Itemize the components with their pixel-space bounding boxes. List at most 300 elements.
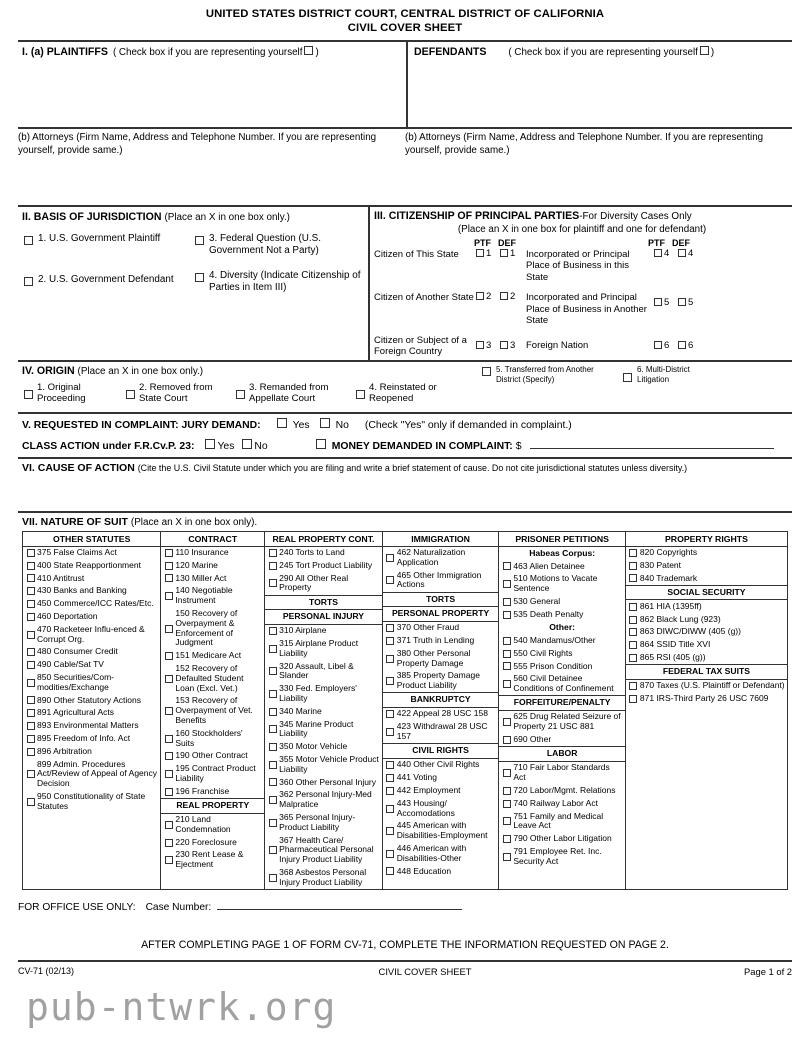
citizenship-def-checkbox-1[interactable] (500, 249, 508, 257)
nos-item-label: 365 Personal Injury-Product Liability (279, 811, 356, 832)
nos-item-checkbox[interactable] (165, 675, 173, 683)
nos-item[interactable] (265, 625, 382, 638)
nos-item-checkbox[interactable] (386, 710, 394, 718)
nos-item[interactable] (161, 727, 264, 750)
nos-item[interactable] (161, 763, 264, 786)
nos-item-checkbox[interactable] (269, 645, 277, 653)
origin-checkbox-2[interactable] (126, 390, 135, 399)
origin-option-2[interactable] (124, 382, 224, 405)
nos-item-checkbox[interactable] (269, 778, 277, 786)
nos-column (265, 532, 383, 890)
money-demanded-input[interactable] (530, 438, 774, 449)
nos-item[interactable] (499, 810, 625, 833)
citizenship-def-checkbox-3[interactable] (500, 341, 508, 349)
citizenship-right-label-2: Incorporated and Principal Place of Business in Another State (526, 292, 647, 326)
nos-item[interactable] (383, 820, 499, 843)
nos-item[interactable] (383, 647, 499, 670)
origin-title: IV. ORIGIN (22, 364, 75, 377)
plaintiff-attorneys-cell (18, 129, 405, 205)
nos-item[interactable] (499, 595, 625, 608)
nos-item[interactable] (383, 569, 499, 592)
nos-item-checkbox[interactable] (503, 787, 511, 795)
nos-item[interactable] (23, 758, 160, 790)
nos-item-label: 460 Deportation (37, 610, 98, 621)
nos-item-label: 896 Arbitration (37, 745, 92, 756)
nos-column (499, 532, 626, 890)
nos-item-label: 890 Other Statutory Actions (37, 694, 141, 705)
origin-option-3[interactable] (234, 382, 344, 405)
nos-item-checkbox[interactable] (386, 805, 394, 813)
nos-item-checkbox[interactable] (269, 743, 277, 751)
nos-item-checkbox[interactable] (27, 770, 35, 778)
nos-item-checkbox[interactable] (503, 718, 511, 726)
nos-item-label: 367 Health Care/ Pharmaceutical Personal Injury Product Liability (279, 834, 374, 865)
nos-item-checkbox[interactable] (386, 554, 394, 562)
nos-item-checkbox[interactable] (165, 707, 173, 715)
nos-item[interactable] (265, 753, 382, 776)
nos-item-checkbox[interactable] (27, 613, 35, 621)
nos-item-checkbox[interactable] (503, 580, 511, 588)
nos-item-checkbox[interactable] (165, 856, 173, 864)
jurisdiction-option-3[interactable] (193, 233, 364, 257)
nos-item-label: 430 Banks and Banking (37, 585, 127, 596)
nos-item[interactable] (161, 607, 264, 649)
nos-item-checkbox[interactable] (503, 835, 511, 843)
citizenship-def-num-3: 3 (510, 339, 516, 351)
origin-option-1[interactable] (22, 382, 114, 405)
class-action-no-label: No (254, 440, 268, 452)
nos-item[interactable] (499, 734, 625, 747)
nos-item[interactable] (499, 673, 625, 696)
nos-item-checkbox[interactable] (269, 549, 277, 557)
nos-item[interactable] (499, 647, 625, 660)
plaintiffs-input-area[interactable] (22, 59, 402, 127)
nos-item-checkbox[interactable] (165, 625, 173, 633)
jury-yes-label: Yes (292, 419, 310, 431)
nos-item-checkbox[interactable] (27, 661, 35, 669)
origin-checkbox-4[interactable] (356, 390, 365, 399)
nos-item[interactable] (23, 659, 160, 672)
nos-item[interactable] (23, 671, 160, 694)
nos-item[interactable] (161, 750, 264, 763)
nos-item-label: 423 Withdrawal 28 USC 157 (396, 721, 488, 742)
nos-column-header: PROPERTY RIGHTS (626, 532, 787, 547)
nos-item[interactable] (23, 572, 160, 585)
nos-item-label: 445 American with Disabilities-Employment (396, 820, 488, 841)
nos-item[interactable] (265, 637, 382, 660)
nos-item-checkbox[interactable] (269, 874, 277, 882)
money-demanded-checkbox[interactable] (316, 439, 326, 449)
nos-item-label: 362 Personal Injury-Med Malpratice (279, 789, 372, 810)
jurisdiction-label-1: 1. U.S. Government Plaintiff (38, 233, 161, 244)
nos-item[interactable] (383, 708, 499, 721)
nos-item[interactable] (383, 759, 499, 772)
nos-item[interactable] (23, 559, 160, 572)
nos-item[interactable] (161, 695, 264, 727)
nos-item[interactable] (626, 613, 787, 626)
nos-item[interactable] (265, 547, 382, 560)
nos-item[interactable] (161, 547, 264, 560)
nos-item-label: 790 Other Labor Litigation (513, 833, 612, 844)
nos-item[interactable] (265, 776, 382, 789)
nos-item-checkbox[interactable] (386, 624, 394, 632)
citizenship-rptf-checkbox-3[interactable] (654, 341, 662, 349)
nos-item-checkbox[interactable] (27, 709, 35, 717)
nos-item-checkbox[interactable] (269, 627, 277, 635)
nos-item-label: 140 Negotiable Instrument (175, 585, 233, 606)
footer-row (18, 966, 792, 977)
jurisdiction-checkbox-3[interactable] (195, 236, 204, 245)
nos-item-label: 540 Mandamus/Other (513, 634, 596, 645)
requested-colon: : (257, 419, 261, 431)
nos-item-checkbox[interactable] (269, 846, 277, 854)
nos-item-checkbox[interactable] (503, 562, 511, 570)
jury-yes-checkbox[interactable] (277, 418, 287, 428)
nos-item-checkbox[interactable] (503, 853, 511, 861)
nos-item-checkbox[interactable] (27, 722, 35, 730)
nos-item-checkbox[interactable] (165, 752, 173, 760)
nos-item-checkbox[interactable] (27, 562, 35, 570)
nos-item[interactable] (499, 762, 625, 785)
court-name: UNITED STATES DISTRICT COURT, CENTRAL DISTRICT OF CALIFORNIA (205, 8, 605, 20)
nos-item-checkbox[interactable] (27, 648, 35, 656)
nos-item[interactable] (626, 559, 787, 572)
origin-checkbox-1[interactable] (24, 390, 33, 399)
nos-item-label: 350 Motor Vehicle (279, 741, 348, 752)
nos-item-checkbox[interactable] (27, 549, 35, 557)
nos-item-checkbox[interactable] (27, 679, 35, 687)
origin-checkbox-5[interactable] (482, 367, 491, 376)
nos-item[interactable] (499, 573, 625, 596)
def-header-left: DEF (498, 237, 516, 248)
citizenship-right-label-1: Incorporated or Principal Place of Business in this State (526, 248, 630, 283)
nos-item-checkbox[interactable] (503, 598, 511, 606)
nos-item-checkbox[interactable] (269, 579, 277, 587)
nos-item-checkbox[interactable] (27, 696, 35, 704)
section-parties (18, 40, 792, 127)
nos-item-checkbox[interactable] (629, 603, 637, 611)
nos-item-checkbox[interactable] (629, 574, 637, 582)
nos-item-checkbox[interactable] (269, 690, 277, 698)
nos-item-label: 380 Other Personal Property Damage (396, 647, 471, 668)
nos-item[interactable] (161, 849, 264, 872)
nos-item-label: 550 Civil Rights (513, 647, 573, 658)
jurisdiction-subtitle: (Place an X in one box only.) (164, 212, 290, 223)
nos-item-checkbox[interactable] (165, 735, 173, 743)
nos-column-header: IMMIGRATION (383, 532, 499, 547)
nos-item[interactable] (265, 660, 382, 683)
plaintiff-attorneys-input-area[interactable] (18, 157, 405, 205)
nos-item[interactable] (23, 598, 160, 611)
nos-item[interactable] (265, 705, 382, 718)
class-action-yes-checkbox[interactable] (205, 439, 215, 449)
nos-item-label: 151 Medicare Act (175, 650, 242, 661)
nos-item[interactable] (161, 662, 264, 694)
citizenship-title: III. CITIZENSHIP OF PRINCIPAL PARTIES (374, 210, 580, 222)
citizenship-rdef-checkbox-3[interactable] (678, 341, 686, 349)
nos-item[interactable] (265, 811, 382, 834)
nos-item-label: 463 Alien Detainee (513, 560, 585, 571)
plaintiffs-note-close: ) (315, 47, 319, 58)
nos-item-checkbox[interactable] (503, 637, 511, 645)
defendants-input-area[interactable] (414, 59, 788, 127)
section-nature-of-suit (18, 511, 792, 893)
nos-item-checkbox[interactable] (629, 562, 637, 570)
nos-item-checkbox[interactable] (386, 774, 394, 782)
nos-item-label: 895 Freedom of Info. Act (37, 732, 131, 743)
nos-item[interactable] (161, 836, 264, 849)
nos-item[interactable] (499, 784, 625, 797)
nos-item-label: 400 State Reapportionment (37, 559, 141, 570)
nos-item-label: 385 Property Damage Product Liability (396, 670, 480, 691)
jurisdiction-option-4[interactable] (193, 270, 364, 294)
nos-item-checkbox[interactable] (165, 562, 173, 570)
requested-label: V. REQUESTED IN COMPLAINT: JURY DEMAND (22, 419, 258, 431)
defendant-attorneys-cell (405, 129, 792, 205)
plaintiffs-self-rep-checkbox[interactable] (304, 46, 313, 55)
nos-item[interactable] (265, 718, 382, 741)
nos-item[interactable] (23, 707, 160, 720)
origin-option-4[interactable] (354, 382, 450, 405)
class-action-no-checkbox[interactable] (242, 439, 252, 449)
nos-item-checkbox[interactable] (165, 652, 173, 660)
nos-item-checkbox[interactable] (386, 850, 394, 858)
nos-item-checkbox[interactable] (27, 574, 35, 582)
nos-item-checkbox[interactable] (503, 736, 511, 744)
jury-no-checkbox[interactable] (320, 418, 330, 428)
nos-item-label: 560 Civil Detainee Conditions of Confinement (513, 673, 614, 694)
citizenship-ptf-num-2: 2 (486, 291, 492, 302)
nos-item[interactable] (23, 585, 160, 598)
nos-item[interactable] (265, 789, 382, 812)
nos-item-label: 863 DIWC/DIWW (405 (g)) (639, 626, 741, 637)
defendants-note-close: ) (710, 47, 715, 58)
cause-input-area[interactable] (22, 474, 788, 508)
nos-item-checkbox[interactable] (386, 677, 394, 685)
jurisdiction-option-2[interactable] (22, 274, 193, 289)
nos-item-checkbox[interactable] (165, 574, 173, 582)
nos-item-checkbox[interactable] (503, 680, 511, 688)
nos-item-checkbox[interactable] (269, 708, 277, 716)
nos-item[interactable] (23, 732, 160, 745)
nos-item-label: 442 Employment (396, 784, 461, 795)
citizenship-ptf-checkbox-2[interactable] (476, 292, 484, 300)
jurisdiction-option-1[interactable] (22, 233, 193, 248)
nos-item[interactable] (265, 834, 382, 866)
origin-checkbox-3[interactable] (236, 390, 245, 399)
defendant-attorneys-input-area[interactable] (405, 157, 792, 205)
nos-item[interactable] (161, 559, 264, 572)
nos-item-checkbox[interactable] (503, 800, 511, 808)
origin-label-5: 5. Transferred from Another District (Specify) (496, 364, 594, 384)
nos-item[interactable] (23, 610, 160, 623)
nos-item[interactable] (499, 833, 625, 846)
citizenship-rdef-checkbox-2[interactable] (678, 298, 686, 306)
nos-item-checkbox[interactable] (503, 769, 511, 777)
nos-item-checkbox[interactable] (503, 817, 511, 825)
nos-item[interactable] (383, 842, 499, 865)
citizenship-rptf-checkbox-1[interactable] (654, 249, 662, 257)
nos-item[interactable] (383, 634, 499, 647)
nos-item[interactable] (383, 797, 499, 820)
nos-item-checkbox[interactable] (629, 549, 637, 557)
nos-item-checkbox[interactable] (386, 761, 394, 769)
section-jurisdiction-citizenship (18, 205, 792, 360)
nos-item[interactable] (383, 784, 499, 797)
nos-item[interactable] (383, 772, 499, 785)
nos-item-checkbox[interactable] (629, 616, 637, 624)
nos-item-checkbox[interactable] (269, 796, 277, 804)
nos-item[interactable] (626, 693, 787, 706)
nos-item[interactable] (23, 547, 160, 560)
nos-item[interactable] (626, 572, 787, 585)
nos-item-checkbox[interactable] (386, 787, 394, 795)
nos-item[interactable] (161, 572, 264, 585)
nos-item-checkbox[interactable] (269, 562, 277, 570)
document-title (0, 0, 810, 35)
nos-item[interactable] (499, 845, 625, 868)
nos-item[interactable] (23, 646, 160, 659)
nature-of-suit-table (22, 531, 788, 891)
office-use-row (0, 892, 810, 913)
jurisdiction-checkbox-4[interactable] (195, 273, 204, 282)
citizenship-rptf-num-1: 4 (664, 247, 670, 259)
nos-item-checkbox[interactable] (27, 631, 35, 639)
nos-item[interactable] (383, 622, 499, 635)
nos-item[interactable] (499, 560, 625, 573)
nos-item[interactable] (265, 572, 382, 595)
nos-item-checkbox[interactable] (503, 662, 511, 670)
section-origin (18, 360, 792, 412)
nos-item[interactable] (499, 660, 625, 673)
nos-item-checkbox[interactable] (27, 735, 35, 743)
ptf-header-left: PTF (474, 237, 491, 248)
nos-item[interactable] (265, 683, 382, 706)
nos-item-checkbox[interactable] (27, 748, 35, 756)
nos-item[interactable] (383, 865, 499, 878)
nos-item[interactable] (265, 741, 382, 754)
citizenship-ptf-checkbox-1[interactable] (476, 249, 484, 257)
nos-item-checkbox[interactable] (629, 628, 637, 636)
nos-item[interactable] (626, 639, 787, 652)
nos-item[interactable] (23, 720, 160, 733)
nos-item-checkbox[interactable] (165, 592, 173, 600)
nos-item-label: 862 Black Lung (923) (639, 613, 721, 624)
nos-item-checkbox[interactable] (27, 587, 35, 595)
nos-item-label: 446 American with Disabilities-Other (396, 842, 467, 863)
nos-column (626, 532, 788, 890)
nos-item-checkbox[interactable] (386, 637, 394, 645)
nos-item-checkbox[interactable] (27, 600, 35, 608)
nos-item-checkbox[interactable] (386, 867, 394, 875)
nos-item[interactable] (499, 608, 625, 621)
nos-item[interactable] (383, 670, 499, 693)
nos-item-checkbox[interactable] (629, 682, 637, 690)
citizenship-def-checkbox-2[interactable] (500, 292, 508, 300)
citizenship-ptf-checkbox-3[interactable] (476, 341, 484, 349)
nos-item-checkbox[interactable] (386, 655, 394, 663)
nos-item-checkbox[interactable] (269, 761, 277, 769)
nos-item[interactable] (161, 814, 264, 837)
nos-item[interactable] (626, 626, 787, 639)
nos-item[interactable] (161, 785, 264, 798)
nos-item[interactable] (23, 694, 160, 707)
nos-item[interactable] (499, 634, 625, 647)
nos-item-checkbox[interactable] (165, 839, 173, 847)
nos-item[interactable] (383, 721, 499, 744)
citizenship-row-3 (374, 334, 790, 358)
class-action-label: CLASS ACTION under F.R.Cv.P. 23 (22, 440, 191, 452)
nos-item-label: 152 Recovery of Defaulted Student Loan (Excl. Vet.) (175, 662, 244, 693)
nos-item-label: 440 Other Civil Rights (396, 759, 480, 770)
nos-item[interactable] (161, 585, 264, 608)
nos-item-label: 290 All Other Real Property (279, 572, 349, 593)
nos-item-label: 196 Franchise (175, 785, 230, 796)
nos-item-checkbox[interactable] (386, 827, 394, 835)
nos-item[interactable] (499, 797, 625, 810)
nos-item-checkbox[interactable] (165, 770, 173, 778)
nos-item-checkbox[interactable] (503, 611, 511, 619)
nos-item-label: 310 Airplane (279, 625, 327, 636)
nos-item[interactable] (23, 745, 160, 758)
nos-item-checkbox[interactable] (503, 650, 511, 658)
nos-column (161, 532, 265, 890)
origin-checkbox-6[interactable] (623, 373, 632, 382)
nos-item-label: 840 Trademark (639, 572, 698, 583)
nos-item[interactable] (23, 790, 160, 813)
jurisdiction-checkbox-1[interactable] (24, 236, 33, 245)
citizenship-rptf-checkbox-2[interactable] (654, 298, 662, 306)
nos-item-checkbox[interactable] (165, 549, 173, 557)
nos-item[interactable] (499, 711, 625, 734)
nos-item[interactable] (626, 680, 787, 693)
nos-item-checkbox[interactable] (629, 695, 637, 703)
nos-item[interactable] (23, 623, 160, 646)
section-cause-of-action (18, 457, 792, 511)
nos-item[interactable] (626, 600, 787, 613)
section-attorneys (18, 127, 792, 205)
nos-item-checkbox[interactable] (27, 798, 35, 806)
nos-item[interactable] (265, 559, 382, 572)
citizenship-rdef-num-3: 6 (688, 339, 694, 351)
nos-item-checkbox[interactable] (629, 654, 637, 662)
nos-item[interactable] (626, 547, 787, 560)
case-number-input[interactable] (217, 898, 462, 910)
nos-item[interactable] (265, 866, 382, 889)
nos-item[interactable] (626, 652, 787, 665)
ptf-header-right: PTF (648, 237, 665, 248)
jurisdiction-checkbox-2[interactable] (24, 277, 33, 286)
nos-group-mini-header: Habeas Corpus: (529, 547, 596, 558)
nos-item[interactable] (161, 650, 264, 663)
nos-item-checkbox[interactable] (165, 821, 173, 829)
citizenship-rdef-checkbox-1[interactable] (678, 249, 686, 257)
nos-item-checkbox[interactable] (386, 728, 394, 736)
nos-item-label: 240 Torts to Land (279, 547, 345, 557)
nos-item-checkbox[interactable] (269, 667, 277, 675)
nos-item[interactable] (383, 547, 499, 570)
nos-item-label: 150 Recovery of Overpayment & Enforcement of Judgment (175, 607, 238, 648)
nos-item-checkbox[interactable] (386, 576, 394, 584)
nos-item-checkbox[interactable] (165, 788, 173, 796)
defendants-self-rep-checkbox[interactable] (700, 46, 709, 55)
citizenship-left-label-3: Citizen or Subject of a Foreign Country (374, 334, 467, 357)
nos-group-mini-header: Other: (549, 621, 576, 632)
nos-item-checkbox[interactable] (269, 725, 277, 733)
nos-item-checkbox[interactable] (269, 819, 277, 827)
nos-group-header: FEDERAL TAX SUITS (626, 664, 787, 680)
nos-item-checkbox[interactable] (629, 641, 637, 649)
